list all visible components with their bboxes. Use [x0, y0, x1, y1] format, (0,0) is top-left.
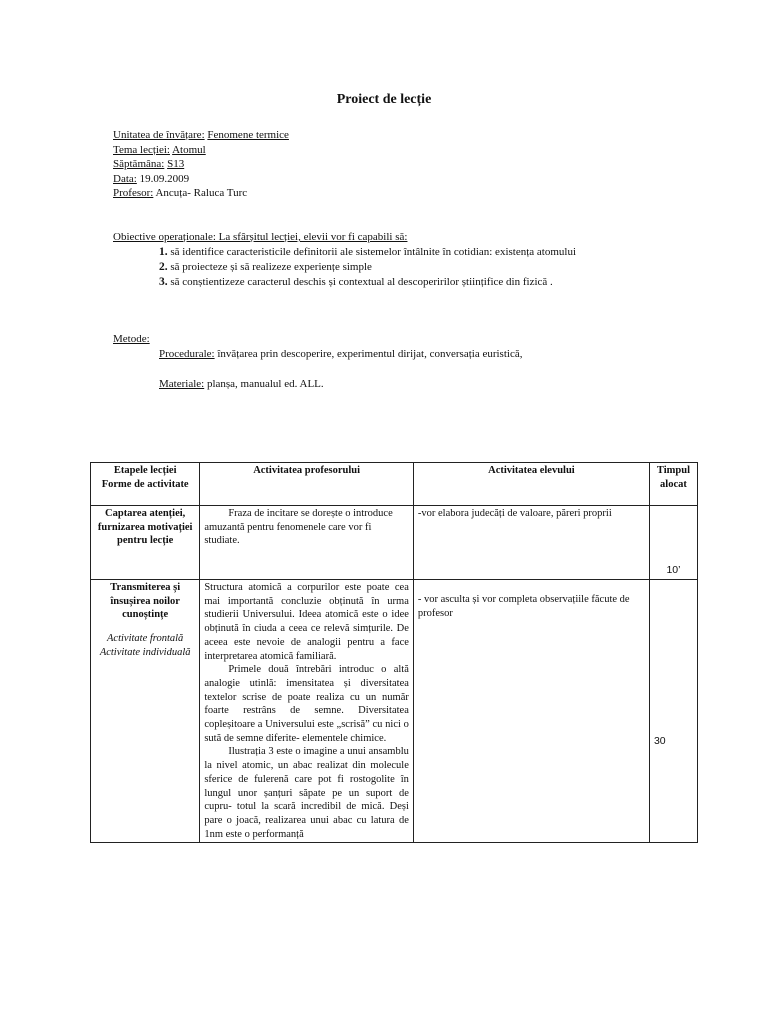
methods-heading: Metode:	[113, 333, 150, 345]
objectives-heading: Obiective operaționale: La sfârșitul lecției, elevii vor fi capabili să:	[113, 231, 408, 243]
time-cell: 10’	[649, 506, 697, 580]
activity-forms: Activitate frontală Activitate individuală	[99, 633, 191, 658]
week-line: Săptămâna: S13	[113, 158, 185, 170]
teacher-cell: Structura atomică a corpurilor este poate cea mai importantă concluzie obținută în urma studierii Universului. Ideea atomică este o idee obținută în ciuda a ceea ce relevă simțurile. De aceea este nevoie de analogii pentru a face interpretarea atomică familiară. Primele două întrebări introduc o altă analogie utinlă: imensitatea și diversitatea textelor scrise de poate realiza cu un număr foarte restrâns de semne. Diversitatea copleșitoare a Universului este „scrisă” cu nici o sută de semne diferite- elementele chimice. Ilustrația 3 este o imagine a unui ansamblu la nivel atomic, un abac realizat din molecule sferice de fulerenă care pot fi rostogolite în lungul unor șanțuri săpate pe un suport de cupru- totul la scară incredibil de mică. Deși pare o joacă, realizarea unui abac cu latura de 1nm este o performanță	[200, 580, 414, 843]
lesson-table	[90, 462, 698, 843]
objectives-section	[113, 230, 576, 290]
table-row	[91, 506, 698, 580]
stage-cell: Transmiterea și însușirea noilor cunoștințe Activitate frontală Activitate individuală	[91, 580, 200, 843]
objective-item: 3. să conștientizeze caracterul deschis și contextual al descoperirilor științifice din fizică .	[159, 276, 553, 288]
lesson-meta	[113, 128, 289, 201]
topic-line: Tema lecției: Atomul	[113, 143, 206, 156]
header-stages: Etapele lecției Forme de activitate	[91, 463, 200, 506]
header-time: Timpul alocat	[649, 463, 697, 506]
teacher-cell: Fraza de incitare se dorește o introduce amuzantă pentru fenomenele care vor fi studiate.	[200, 506, 414, 580]
stage-cell: Captarea atenției, furnizarea motivației pentru lecție	[91, 506, 200, 580]
header-student: Activitatea elevului	[413, 463, 649, 506]
methods-section	[113, 332, 522, 392]
student-cell: - vor asculta și vor completa observațiile făcute de profesor	[413, 580, 649, 843]
procedural-line: Procedurale: învățarea prin descoperire, experimentul dirijat, conversația euristică,	[159, 348, 523, 360]
unit-line: Unitatea de învățare: Fenomene termice	[113, 129, 289, 141]
time-cell: 30	[649, 580, 697, 843]
objective-item: 2. să proiecteze și să realizeze experiențe simple	[159, 261, 372, 273]
student-cell: -vor elabora judecăți de valoare, păreri proprii	[413, 506, 649, 580]
objective-item: 1. să identifice caracteristicile definitorii ale sistemelor întâlnite în cotidian: existența atomului	[159, 246, 577, 258]
date-line: Data: 19.09.2009	[113, 172, 190, 185]
table-header-row	[91, 463, 698, 506]
teacher-line: Profesor: Ancuța- Raluca Turc	[113, 187, 248, 199]
header-teacher: Activitatea profesorului	[200, 463, 414, 506]
page-title: Proiect de lecție	[336, 92, 432, 107]
table-row	[91, 580, 698, 843]
materials-line: Materiale: planșa, manualul ed. ALL.	[159, 378, 324, 390]
